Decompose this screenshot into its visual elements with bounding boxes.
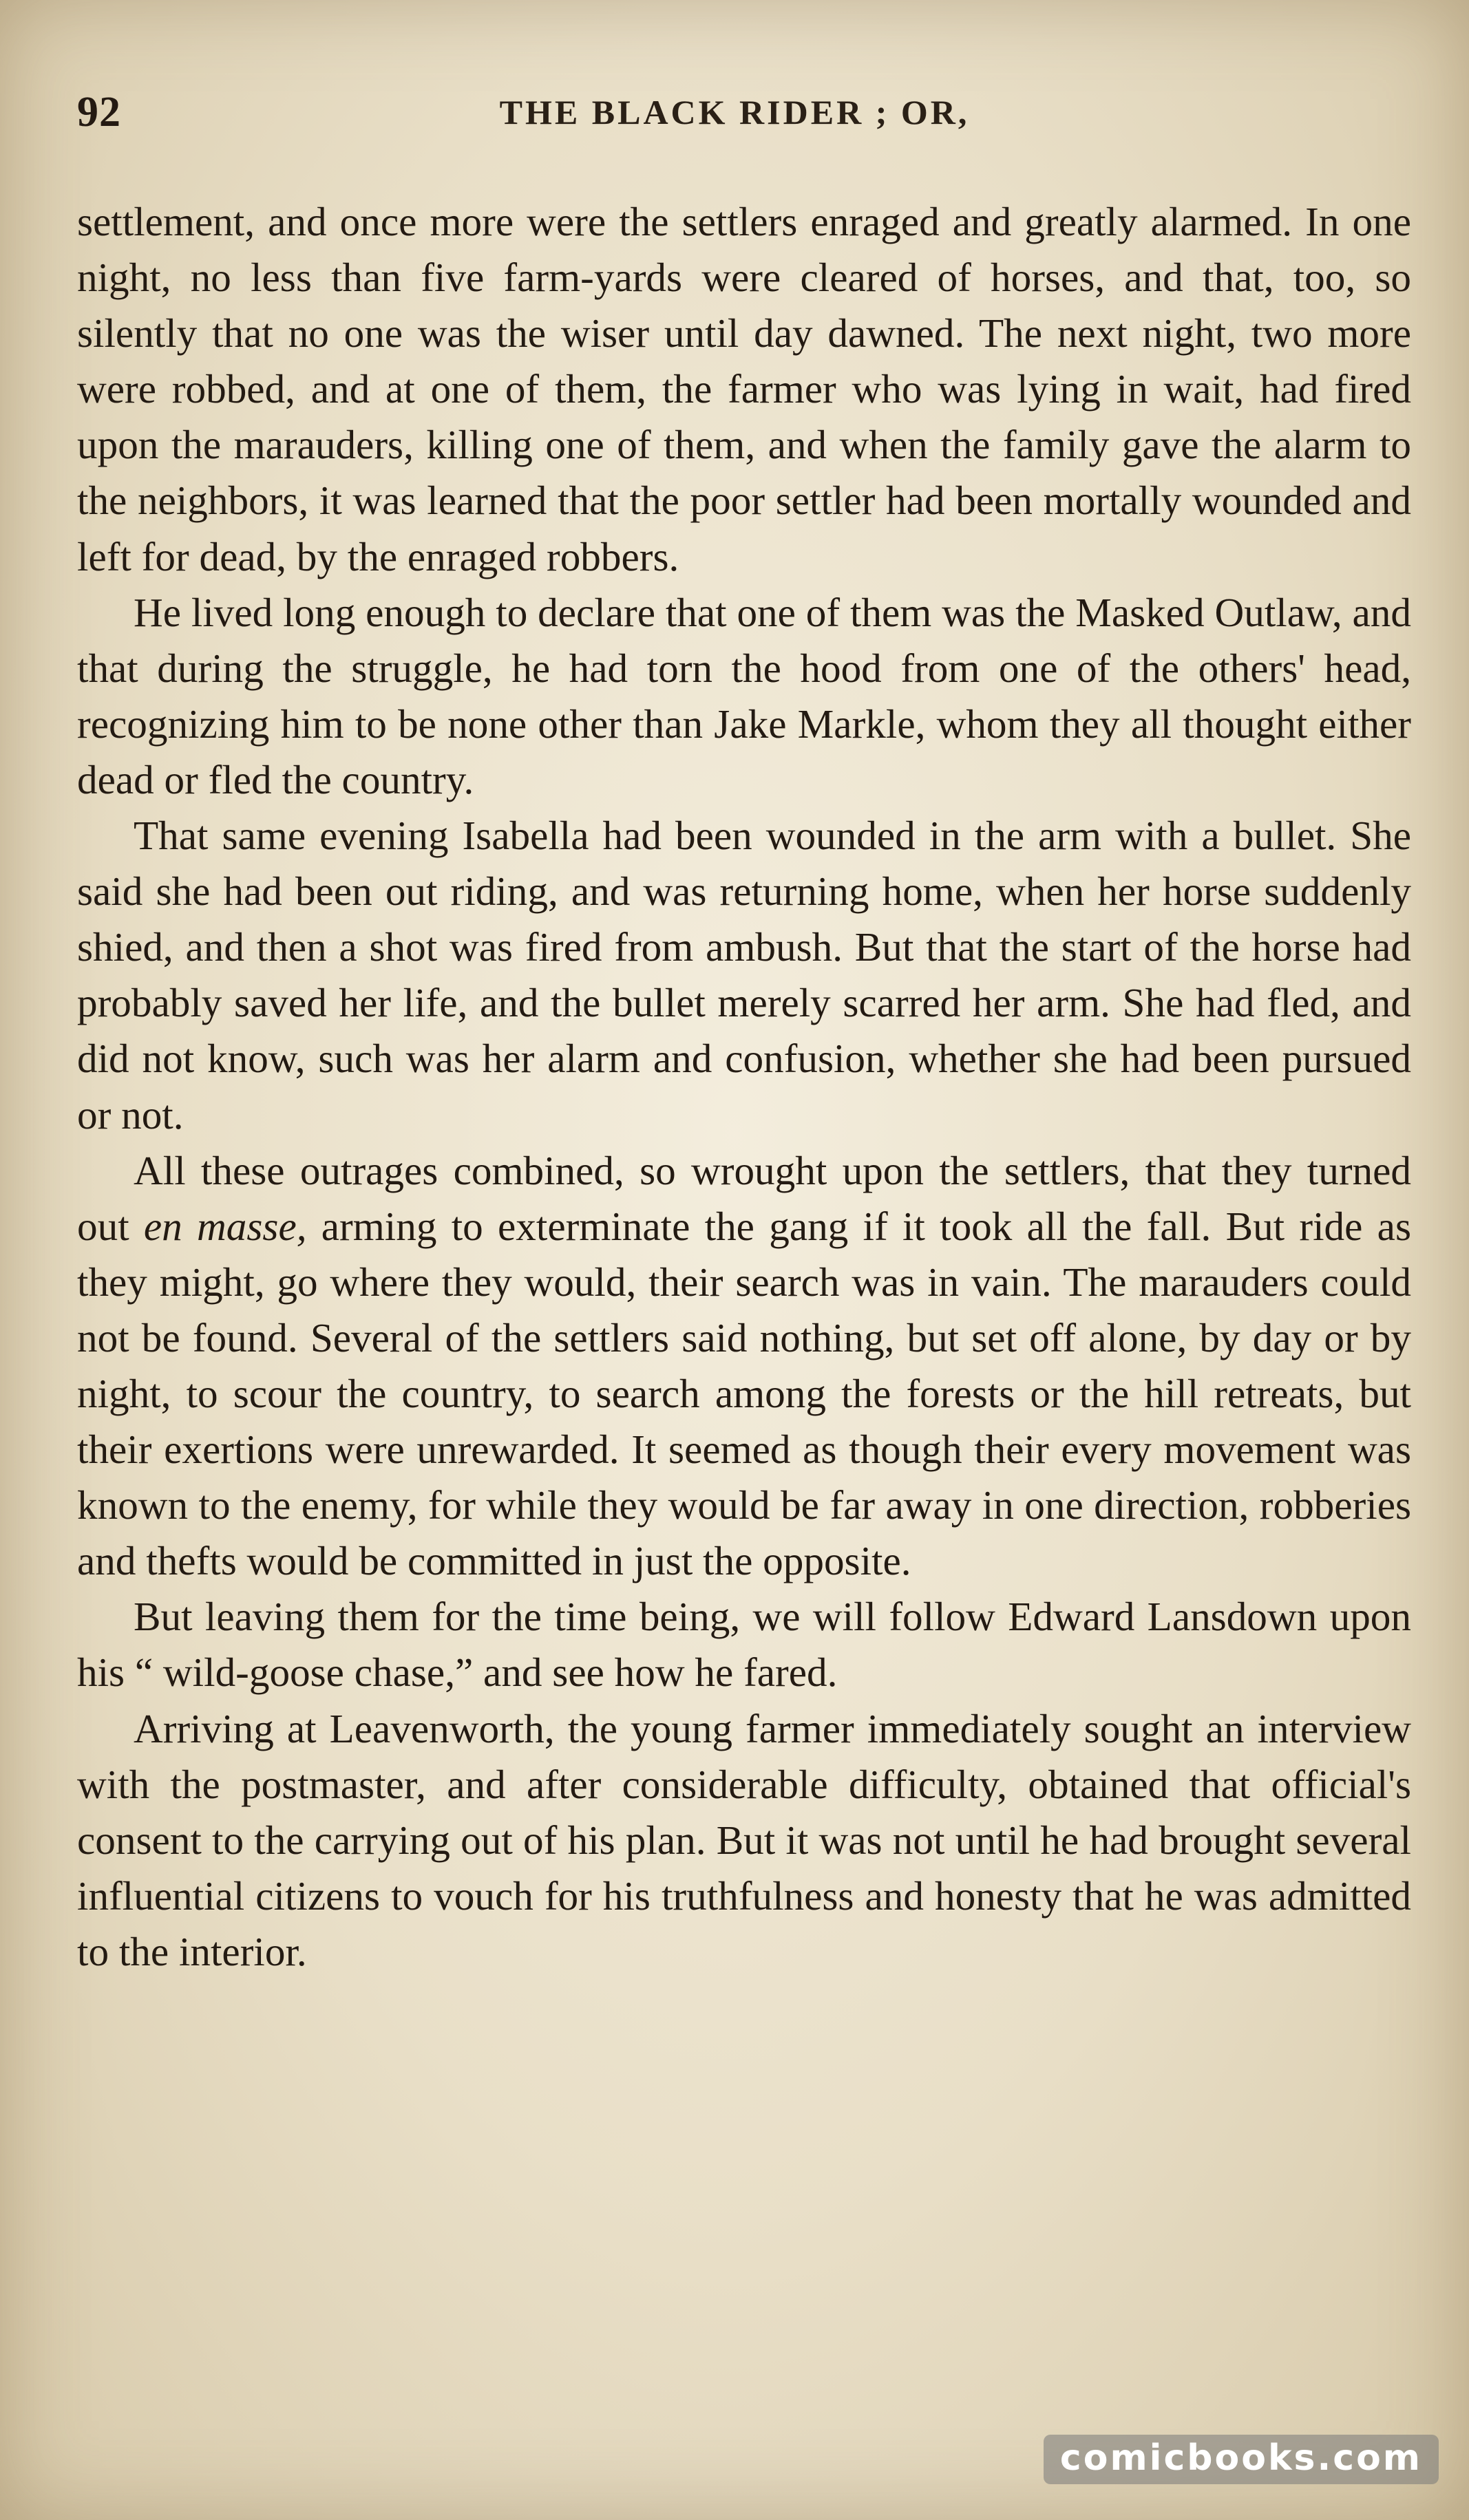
paragraph bbox=[77, 1701, 1411, 1980]
paragraph bbox=[77, 585, 1411, 808]
paragraph-text: All these outrages combined, so wrought upon the settlers, that they turned out bbox=[77, 1147, 1411, 1249]
running-title: THE BLACK RIDER ; OR, bbox=[499, 93, 970, 131]
paragraph-text: But leaving them for the time being, we will follow Edward Lansdown upon his “ wild-goose chase,” and see how he fared. bbox=[77, 1594, 1411, 1696]
paragraph-text-continued: arming to exterminate the gang if it took all the fall. But ride as they might, go where they would, their search was in vain. The marauders could not be found. Several of the settlers said nothing, but set off alone, by day or by night, to scour the country, to search among the forests or the hill retreats, but their exertions were unrewarded. It seemed as though their every movement was known to the enemy, for while they would be far away in one direction, robberies and thefts would be committed in just the opposite. bbox=[77, 1203, 1411, 1584]
paragraph bbox=[77, 194, 1411, 585]
body-text bbox=[77, 194, 1411, 1980]
watermark: comicbooks.com bbox=[1044, 2435, 1439, 2484]
paragraph-text: He lived long enough to declare that one of them was the Masked Outlaw, and that during the struggle, he had torn the hood from one of the others' head, recognizing him to be none other than Jake Markle, whom they all thought either dead or fled the country. bbox=[77, 589, 1411, 802]
running-head bbox=[0, 88, 1469, 143]
paragraph-text: settlement, and once more were the settlers enraged and greatly alarmed. In one night, no less than five farm-yards were cleared of horses, and that, too, so silently that no one was the wiser until day dawned. The next night, two more were robbed, and at one of them, the farmer who was lying in wait, had fired upon the marauders, killing one of them, and when the family gave the alarm to the neighbors, it was learned that the poor settler had been mortally wounded and left for dead, by the enraged robbers. bbox=[77, 199, 1411, 579]
italic-phrase: en masse, bbox=[143, 1203, 307, 1249]
paragraph bbox=[77, 1143, 1411, 1590]
paragraph bbox=[77, 808, 1411, 1143]
paragraph bbox=[77, 1589, 1411, 1700]
page-number: 92 bbox=[77, 89, 121, 136]
paragraph-text: That same evening Isabella had been wounded in the arm with a bullet. She said she had been out riding, and was returning home, when her horse suddenly shied, and then a shot was fired from ambush. But that the start of the horse had probably saved her life, and the bullet merely scarred her arm. She had fled, and did not know, such was her alarm and confusion, whether she had been pursued or not. bbox=[77, 813, 1411, 1138]
paragraph-text: Arriving at Leavenworth, the young farmer immediately sought an interview with the postmaster, and after considerable difficulty, obtained that official's consent to the carrying out of his plan. But it was not until he had brought several influential citizens to vouch for his truthfulness and honesty that he was admitted to the interior. bbox=[77, 1705, 1411, 1974]
